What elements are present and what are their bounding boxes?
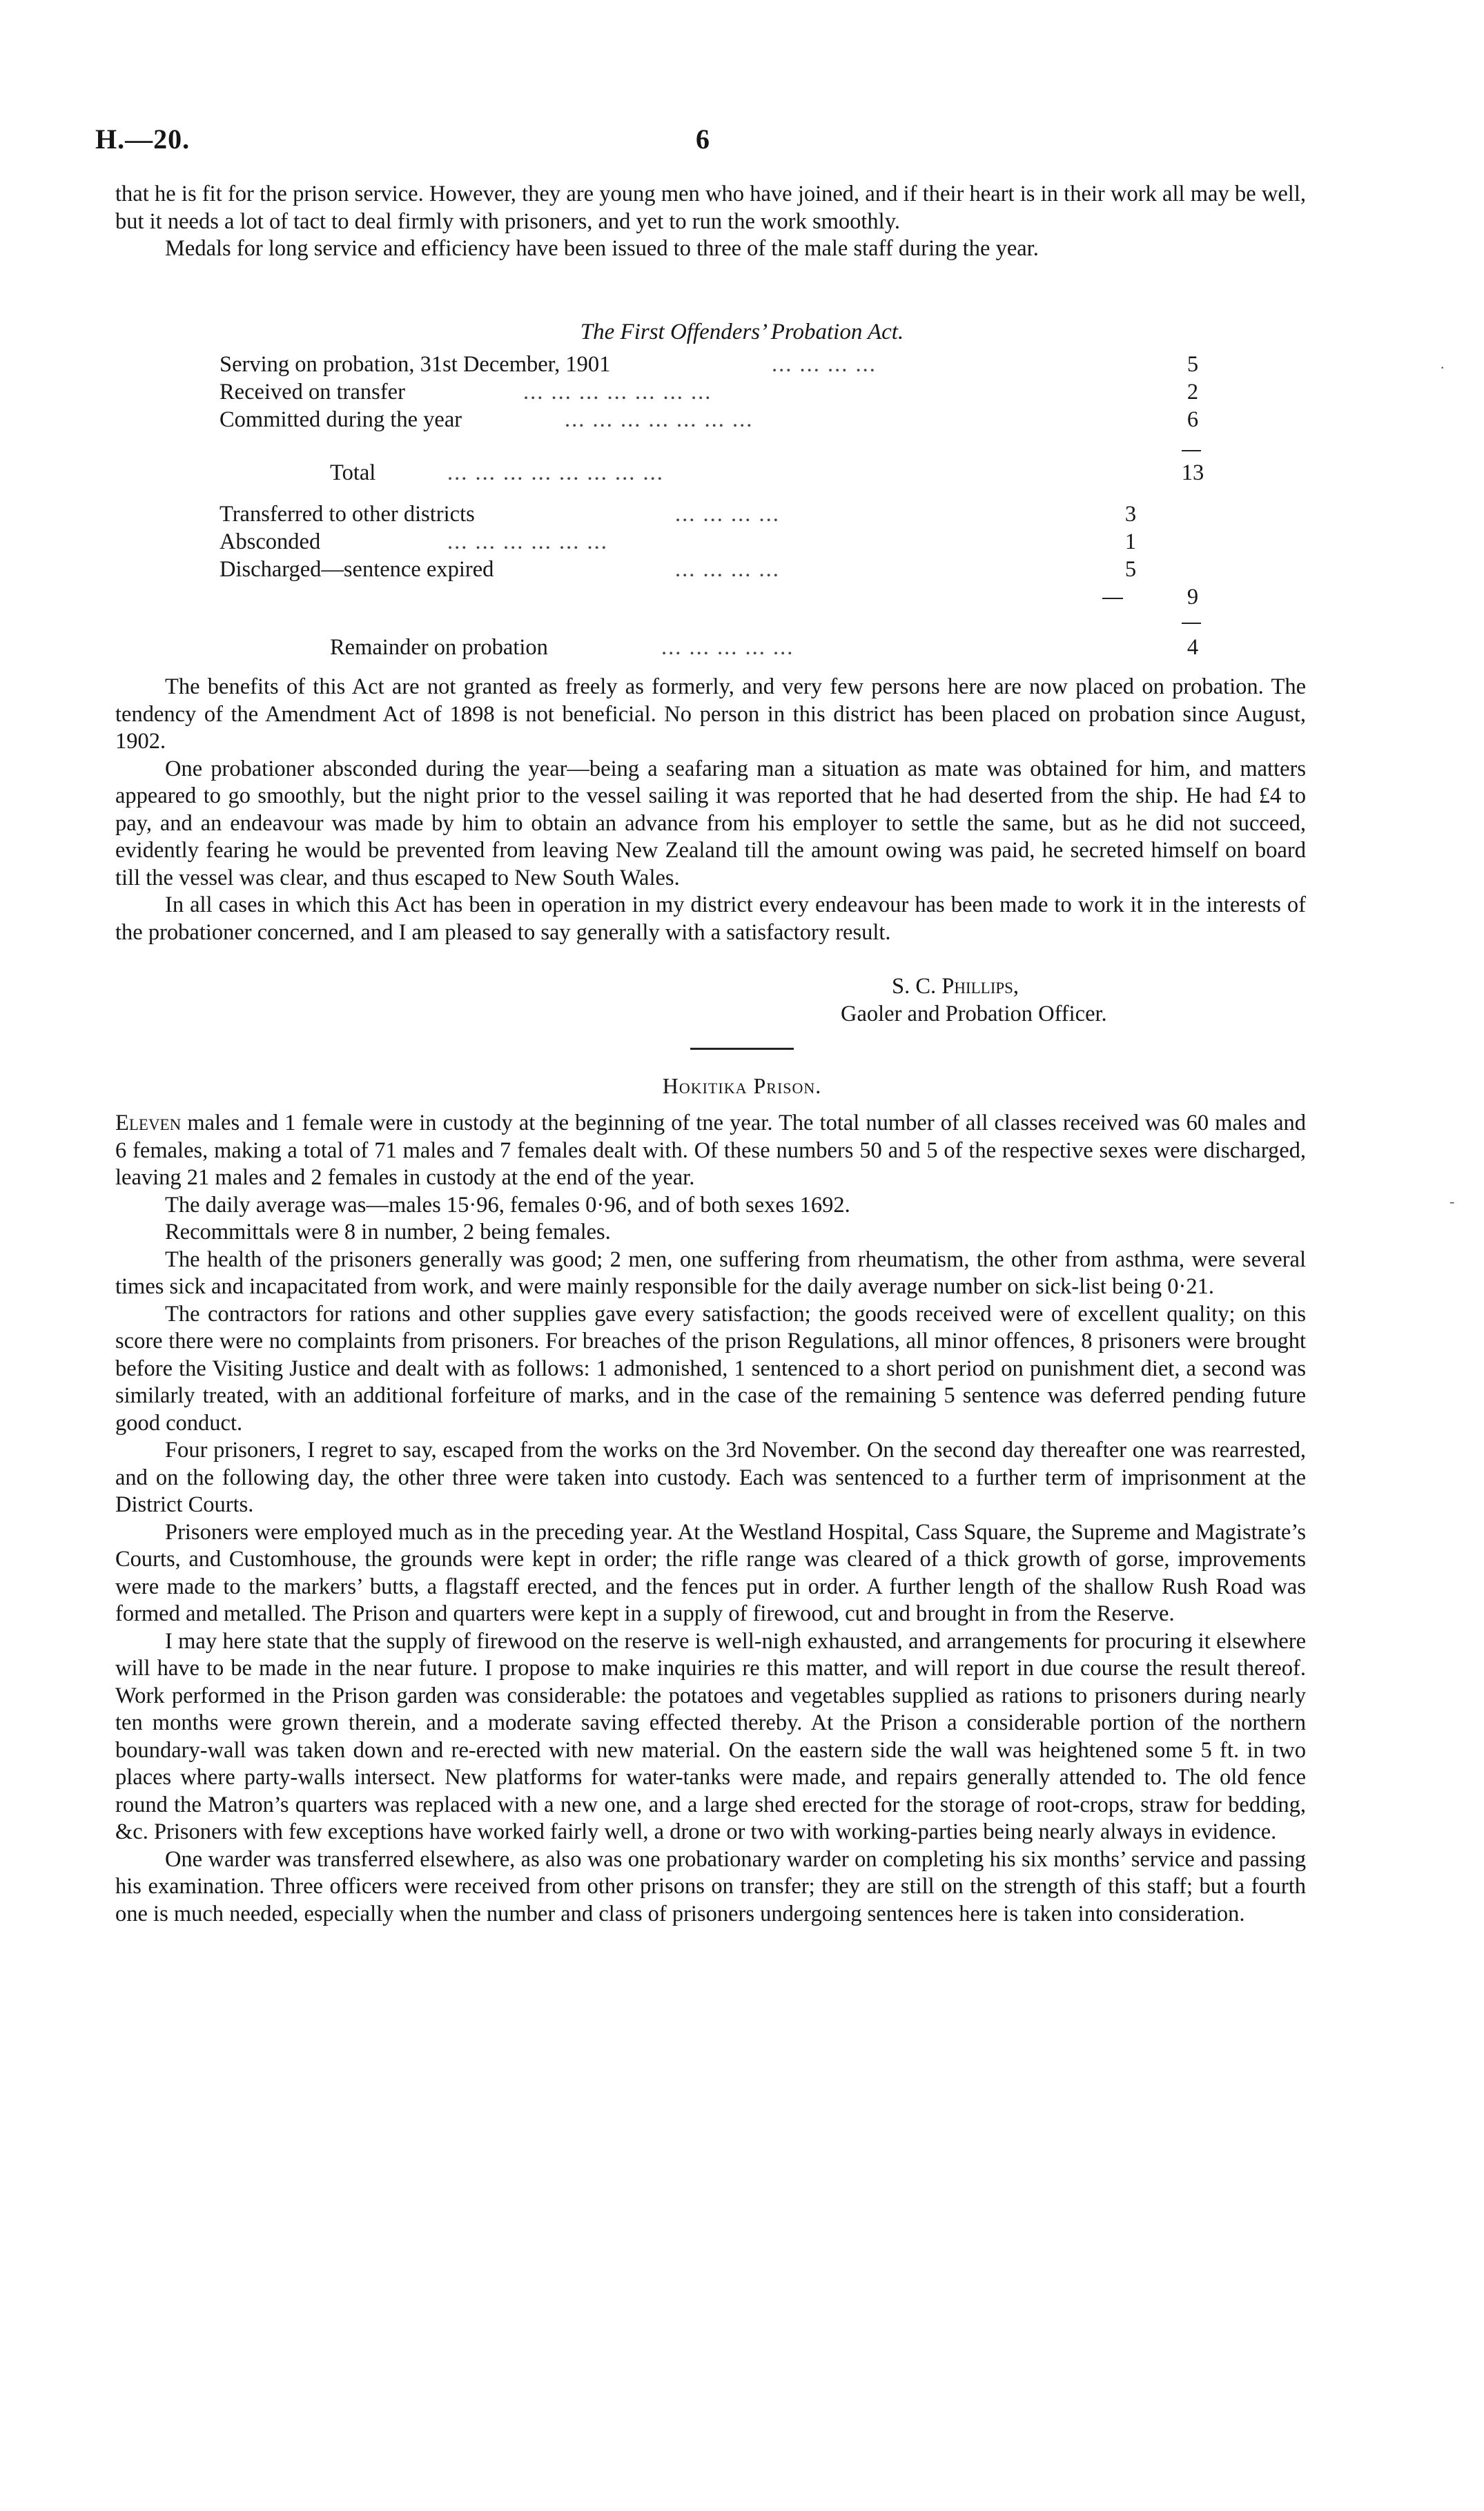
leader-dots: ... ... ... ... ... ... [447,529,608,554]
document-code: H.—20. [95,124,191,155]
row-value: 5 [1187,352,1199,377]
table-row [219,351,1213,378]
row-value: 13 [1181,460,1204,485]
paragraph: One probationer absconded during the year—being a seafaring man a situation as mate was obtained for him, and matters appeared to go smoothly, but the night prior to the vessel sailing it was reported that he had deserted from the ship. He had £4 to pay, and an endeavour was made by him to obtain an advance from his employer to settle the same, but as he did not succeed, evidently fearing he would be prevented from leaving New Zealand till the amount owing was paid, he secreted himself on board till the vessel was clear, and thus escaped to New South Wales. [115,756,1306,890]
sum-rule [1182,623,1201,624]
paragraph: Four prisoners, I regret to say, escaped from the works on the 3rd November. On the second day thereafter one was rearrested, and on the following day, the other three were taken into custody. Each was sentenced to a further term of imprisonment at the District Courts. [115,1438,1306,1517]
paragraph: I may here state that the supply of firewood on the reserve is well-nigh exhausted, and arrangements for procuring it elsewhere will have to be made in the near future. I propose to make inquiries re this matter, and will report in due course the result thereof. Work performed in the Prison garden was considerable: the potatoes and vegetables supplied as rations to prisoners during nearly ten months were grown therein, and a moderate saving effected thereby. At the Prison a considerable portion of the northern boundary-wall was taken down and re-erected with new material. On the eastern side the wall was heightened some 5 ft. in two places where party-walls intersect. New platforms for water-tanks were made, and repairs generally attended to. The old fence round the Matron’s quarters was replaced with a new one, and a large shed erected for the storage of root-crops, straw for bedding, &c. Prisoners with few exceptions have worked fairly well, a drone or two with working-parties being nearly always in evidence. [115,1628,1306,1844]
leader-dots: ... ... ... ... ... ... ... [565,407,754,432]
leader-dots: ... ... ... ... ... ... ... ... [447,460,664,485]
paragraph: The benefits of this Act are not granted as freely as formerly, and very few persons here are now placed on probation. The tendency of the Amendment Act of 1898 is not beneficial. No person in this district has been placed on probation since August, 1902. [115,674,1306,754]
paragraph: The contractors for rations and other supplies gave every satisfaction; the goods received were of excellent quality; on this score there were no complaints from prisoners. For breaches of the prison Regulations, all minor offences, 8 prisoners were brought before the Visiting Justice and dealt with as follows: 1 admonished, 1 sentenced to a short period on punishment diet, a second was similarly treated, with an additional forfeiture of marks, and in the case of the remaining 5 sentence was deferred pending future good conduct. [115,1301,1306,1436]
table-row [219,459,1213,487]
row-label: Received on transfer [219,380,405,404]
intro-text [115,181,1306,263]
probation-text [115,674,1306,946]
signatory-title: Gaoler and Probation Officer. [841,1002,1107,1026]
hokitika-text [115,1110,1306,1928]
leader-dots: ... ... ... ... [675,557,780,582]
row-value: 5 [1124,557,1137,582]
paragraph-rest: males and 1 female were in custody at the beginning of tne year. The total number of all classes received was 60 males and 6 females, making a total of 71 males and 7 females dealt with. Of these numbers 50 and 5 of the respective sexes were discharged, leaving 21 males and 2 females in custody at the end of the year. [115,1111,1306,1190]
section-title: Hokitika Prison. [662,1073,822,1098]
section-divider [690,1048,794,1050]
row-label: Transferred to other districts [219,502,475,527]
paragraph: Medals for long service and efficiency have been issued to three of the male staff during the year. [165,236,1039,261]
row-label: Remainder on probation [330,635,548,660]
paragraph: The daily average was—males 15·96, females 0·96, and of both sexes 1692. [165,1192,850,1218]
paragraph: In all cases in which this Act has been in operation in my district every endeavour has been made to work it in the interests of the probationer concerned, and I am pleased to say generally with a satisfactory result. [115,892,1306,945]
lead-word: Eleven [115,1111,182,1135]
signatory-name: S. C. Phillips, [892,974,1019,999]
page-header [95,123,1393,164]
row-value: 1 [1124,529,1137,554]
section-subtitle: The First Offenders’ Probation Act. [580,320,904,344]
paragraph: Recommittals were 8 in number, 2 being females. [165,1220,611,1244]
leader-dots: ... ... ... ... ... [661,635,794,660]
leader-dots: ... ... ... ... [772,352,877,377]
paragraph: that he is fit for the prison service. However, they are young men who have joined, and if their heart is in their work all may be well, but it needs a lot of tact to deal firmly with prisoners, and yet to run the work smoothly. [115,182,1306,234]
row-label: Discharged—sentence expired [219,557,494,582]
leader-dots: ... ... ... ... [675,502,780,527]
table-row [219,528,1213,556]
table-row [219,406,1213,433]
row-label: Serving on probation, 31st December, 1901 [219,352,611,377]
paragraph: One warder was transferred elsewhere, as also was one probationary warder on completing his six months’ service and passing his examination. Three officers were received from other prisons on transfer; they are still on the strength of this staff; but a fourth one is much needed, especially when the number and class of prisoners undergoing sentences here is taken into consideration. [115,1846,1306,1926]
paragraph [115,1110,1306,1192]
row-value: 9 [1187,585,1199,609]
row-label: Committed during the year [219,407,462,432]
table-row [219,583,1213,611]
leader-dots: ... ... ... ... ... ... ... [523,380,712,404]
row-value: 3 [1124,502,1137,527]
table-row [219,378,1213,406]
table-row [219,556,1213,583]
sum-rule [1182,450,1201,451]
row-value: 2 [1187,380,1199,404]
paragraph: Prisoners were employed much as in the preceding year. At the Westland Hospital, Cass Square, the Supreme and Magistrate’s Courts, and Customhouse, the grounds were kept in order; the rifle range was cleared of a thick growth of gorse, improvements were made to the markers’ butts, a flagstaff erected, and the fences put in order. A further length of the shallow Rush Road was formed and metalled. The Prison and quarters were kept in a supply of firewood, cut and brought in from the Reserve. [115,1519,1306,1626]
row-value: 6 [1187,407,1199,432]
table-row [219,634,1213,661]
row-label: Absconded [219,529,321,554]
scan-speck: ‑ [1449,1193,1455,1210]
row-label: Total [330,460,376,485]
table-row [219,500,1213,528]
scan-speck: · [1440,359,1445,376]
row-value: 4 [1187,635,1199,660]
paragraph: The health of the prisoners generally was good; 2 men, one suffering from rheumatism, the other from asthma, were several times sick and incapacitated from work, and were mainly responsible for the daily average number on sick-list being 0·21. [115,1247,1306,1299]
page-number: 6 [696,124,710,155]
